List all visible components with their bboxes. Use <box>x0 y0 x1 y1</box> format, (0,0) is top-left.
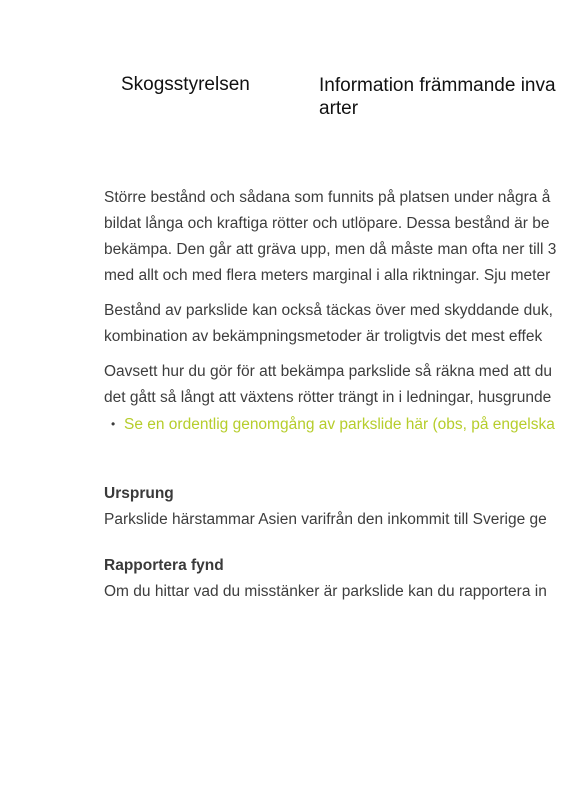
text-line: med allt och med flera meters marginal i alla riktningar. Sju meter <box>104 267 551 284</box>
text-line: bildat långa och kraftiga rötter och utlöpare. Dessa bestånd är be <box>104 215 550 232</box>
list-item <box>104 411 556 438</box>
text-line: det gått så långt att växtens rötter trängt in i ledningar, husgrunde <box>104 389 552 406</box>
text-line: kombination av bekämpningsmetoder är troligtvis det mest effek <box>104 328 543 345</box>
text-line: bekämpa. Den går att gräva upp, men då måste man ofta ner till 3 <box>104 241 557 258</box>
text-line: Oavsett hur du gör för att bekämpa parkslide så räkna med att du <box>104 363 553 380</box>
section-text-origin: Parkslide härstammar Asien varifrån den inkommit till Sverige ge <box>104 511 547 528</box>
paragraph-persistence <box>104 359 556 438</box>
organization-name: Skogsstyrelsen <box>121 74 250 95</box>
section-text-report: Om du hittar vad du misstänker är parkslide kan du rapportera in <box>104 583 547 600</box>
paragraph-large-stands <box>104 185 556 289</box>
text-line: Större bestånd och sådana som funnits på platsen under några å <box>104 189 551 206</box>
section-heading-report: Rapportera fynd <box>104 557 224 574</box>
section-heading-origin: Ursprung <box>104 485 174 502</box>
text-line: Bestånd av parkslide kan också täckas över med skyddande duk, <box>104 302 553 319</box>
article-body <box>104 185 556 605</box>
bullet-icon: • <box>111 417 116 431</box>
document-title-line: arter <box>319 98 359 119</box>
paragraph-cover-stands <box>104 298 556 350</box>
parkslide-guide-link[interactable]: Se en ordentlig genomgång av parkslide här (obs, på engelska <box>124 416 555 433</box>
document-title <box>319 74 556 120</box>
document-title-line: Information främmande inva <box>319 75 556 96</box>
